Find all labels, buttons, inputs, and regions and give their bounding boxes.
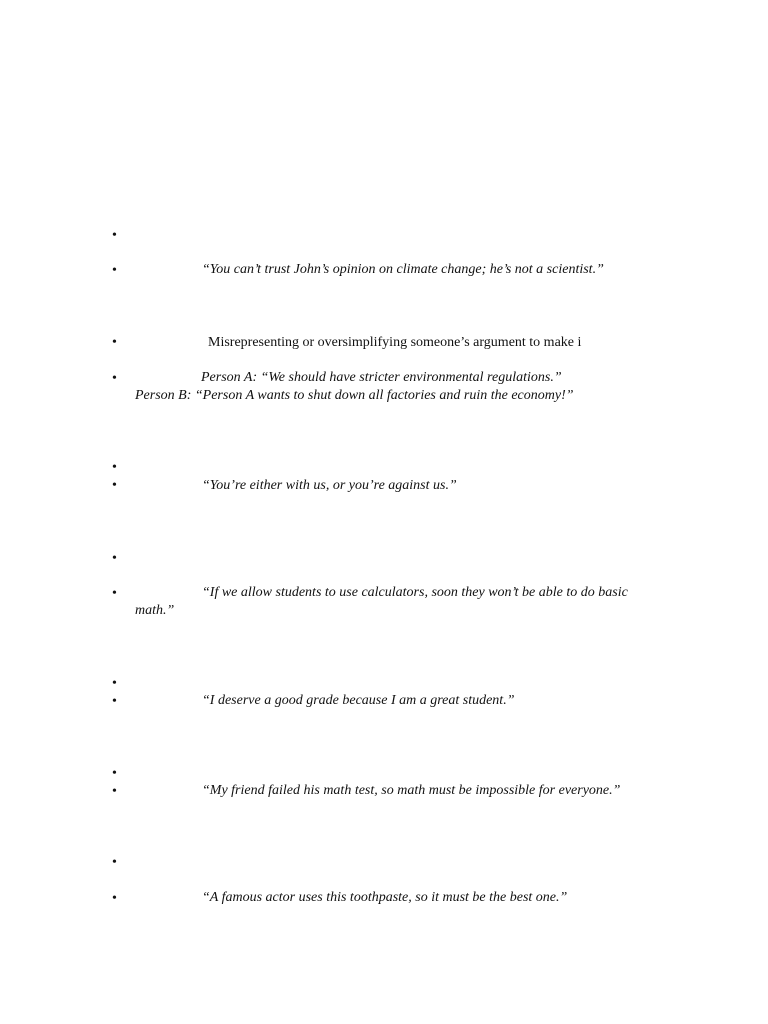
bullet: •	[112, 694, 117, 709]
bullet: •	[112, 586, 117, 601]
bullet: •	[112, 855, 117, 870]
example-slippery-slope-line1: “If we allow students to use calculators, soon they won’t be able to do basic	[202, 585, 628, 600]
example-slippery-slope-line2: math.”	[135, 603, 175, 618]
example-false-dilemma: “You’re either with us, or you’re against us.”	[202, 478, 457, 493]
bullet: •	[112, 891, 117, 906]
example-straw-man-person-b: Person B: “Person A wants to shut down all factories and ruin the economy!”	[135, 388, 574, 403]
bullet: •	[112, 784, 117, 799]
example-appeal-to-authority: “A famous actor uses this toothpaste, so it must be the best one.”	[202, 890, 568, 905]
example-circular-reasoning: “I deserve a good grade because I am a great student.”	[202, 693, 515, 708]
definition-straw-man: Misrepresenting or oversimplifying someone’s argument to make i	[208, 335, 582, 350]
example-straw-man-person-a: Person A: “We should have stricter environmental regulations.”	[201, 370, 562, 385]
example-hasty-generalization: “My friend failed his math test, so math must be impossible for everyone.”	[202, 783, 621, 798]
bullet: •	[112, 676, 117, 691]
bullet: •	[112, 766, 117, 781]
bullet: •	[112, 371, 117, 386]
example-ad-hominem: “You can’t trust John’s opinion on climate change; he’s not a scientist.”	[202, 262, 604, 277]
bullet: •	[112, 228, 117, 243]
bullet: •	[112, 478, 117, 493]
bullet: •	[112, 460, 117, 475]
bullet: •	[112, 263, 117, 278]
bullet: •	[112, 551, 117, 566]
bullet: •	[112, 335, 117, 350]
